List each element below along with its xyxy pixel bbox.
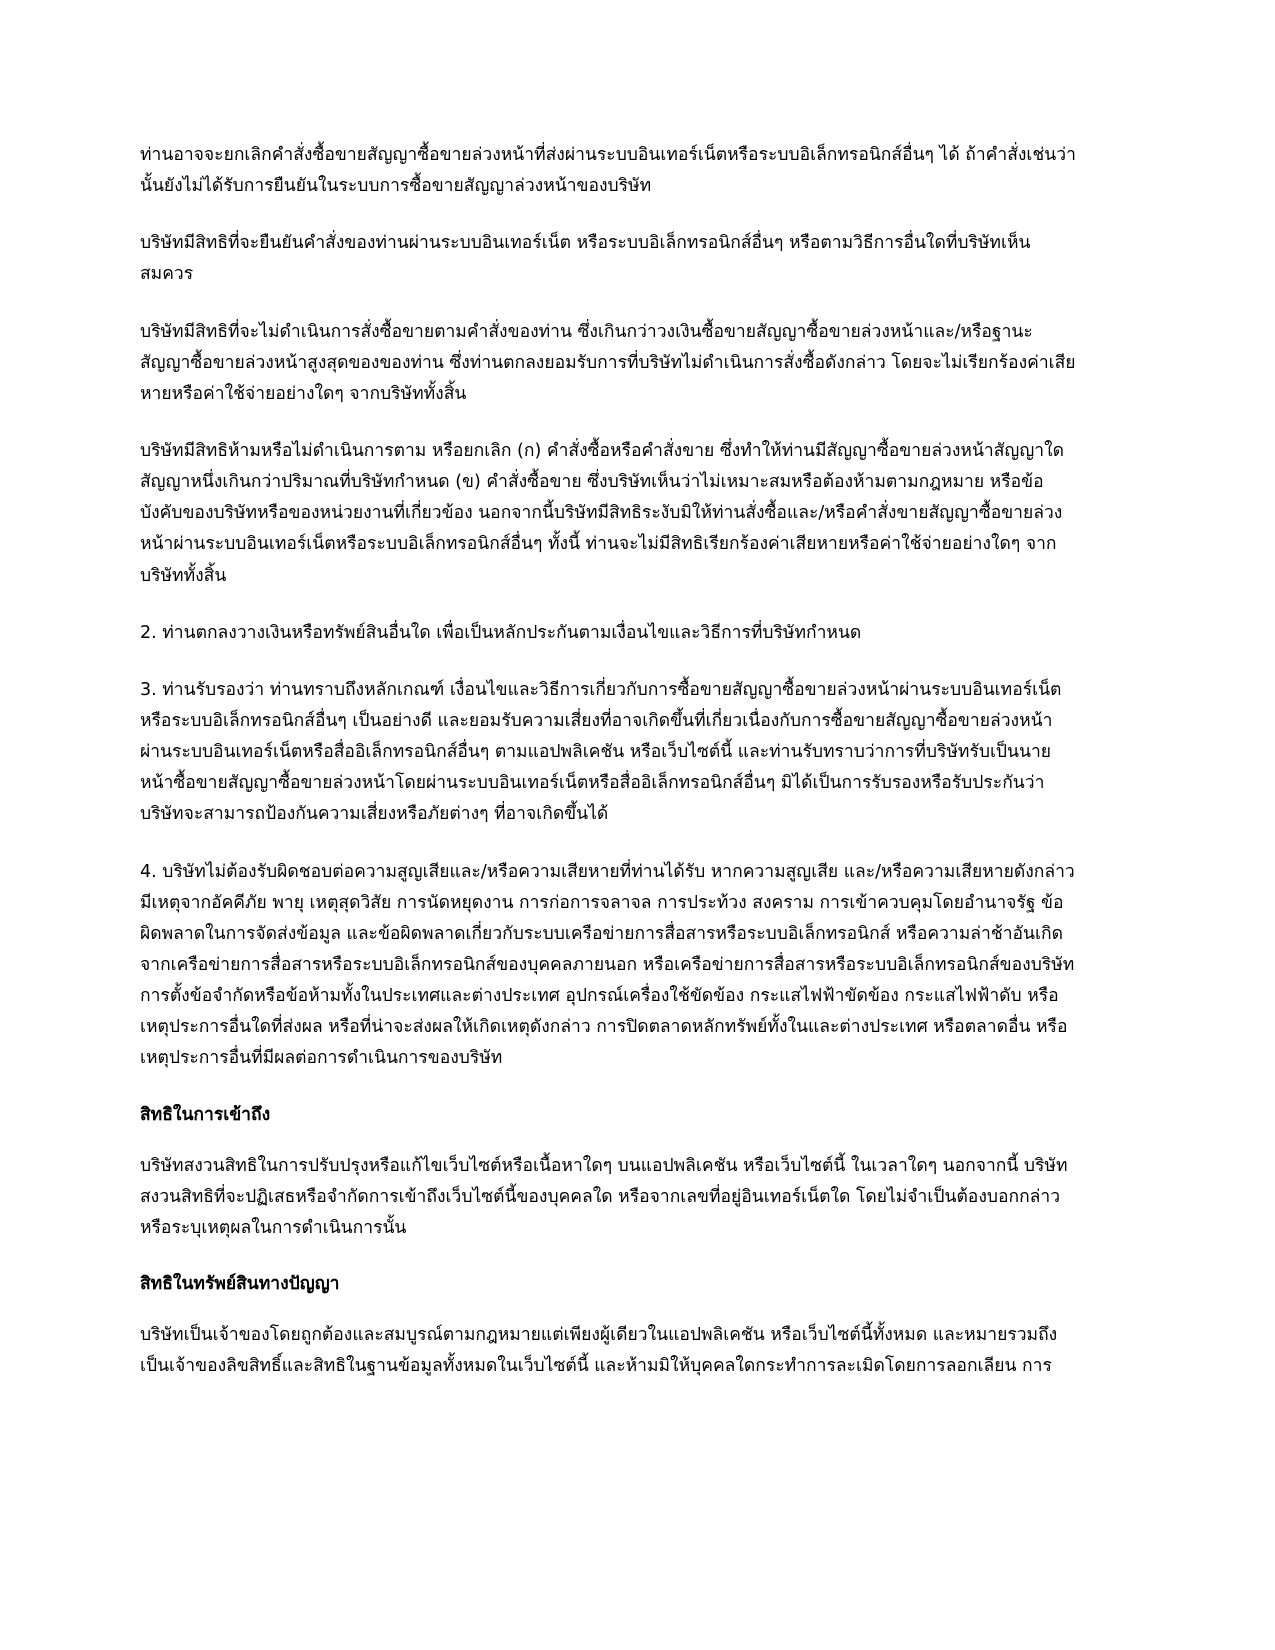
paragraph-item-2-collateral: 2. ท่านตกลงวางเงินหรือทรัพย์สินอื่นใด เพื่อเป็นหลักประกันตามเงื่อนไขและวิธีการที่บริษัทกำหนด xyxy=(140,622,862,643)
paragraph-prohibit-cancel: บริษัทมีสิทธิห้ามหรือไม่ดำเนินการตาม หรือยกเลิก (ก) คำสั่งซื้อหรือคำสั่งขาย ซึ่งทำให้ท่านมีสัญญาซื้อขายล่วงหน้าสัญญาใดสัญญาหนึ่งเกินกว่าปริมาณที่บริษัทกำหนด (ข) คำสั่งซื้อขาย ซึ่งบริษัทเห็นว่าไม่เหมาะสมหรือต้องห้ามตามกฎหมาย หรือข้อบังคับของบริษัทหรือของหน่วยงานที่เกี่ยวข้อง นอกจากนี้บริษัทมีสิทธิระงับมิให้ท่านสั่งซื้อและ/หรือคำสั่งขายสัญญาซื้อขายล่วงหน้าผ่านระบบอินเทอร์เน็ตหรือระบบอิเล็กทรอนิกส์อื่นๆ ทั้งนี้ ท่านจะไม่มีสิทธิเรียกร้องค่าเสียหายหรือค่าใช้จ่ายอย่างใดๆ จากบริษัททั้งสิ้น xyxy=(140,440,1064,586)
heading-right-of-access: สิทธิในการเข้าถึง xyxy=(140,1104,271,1125)
paragraph-confirm-order: บริษัทมีสิทธิที่จะยืนยันคำสั่งของท่านผ่านระบบอินเทอร์เน็ต หรือระบบอิเล็กทรอนิกส์อื่นๆ หรือตามวิธีการอื่นใดที่บริษัทเห็นสมควร xyxy=(140,233,1031,285)
paragraph-item-3-acknowledgement: 3. ท่านรับรองว่า ท่านทราบถึงหลักเกณฑ์ เงื่อนไขและวิธีการเกี่ยวกับการซื้อขายสัญญาซื้อขายล่วงหน้าผ่านระบบอินเทอร์เน็ตหรือระบบอิเล็กทรอนิกส์อื่นๆ เป็นอย่างดี และยอมรับความเสี่ยงที่อาจเกิดขึ้นที่เกี่ยวเนื่องกับการซื้อขายสัญญาซื้อขายล่วงหน้าผ่านระบบอินเทอร์เน็ตหรือสื่ออิเล็กทรอนิกส์อื่นๆ ตามแอปพลิเคชัน หรือเว็บไซต์นี้ และท่านรับทราบว่าการที่บริษัทรับเป็นนายหน้าซื้อขายสัญญาซื้อขายล่วงหน้าโดยผ่านระบบอินเทอร์เน็ตหรือสื่ออิเล็กทรอนิกส์อื่นๆ มิได้เป็นการรับรองหรือรับประกันว่า บริษัทจะสามารถป้องกันความเสี่ยงหรือภัยต่างๆ ที่อาจเกิดขึ้นได้ xyxy=(140,679,1062,825)
paragraph-intellectual-property-body: บริษัทเป็นเจ้าของโดยถูกต้องและสมบูรณ์ตามกฎหมายแต่เพียงผู้เดียวในแอปพลิเคชัน หรือเว็บไซต์นี้ทั้งหมด และหมายรวมถึงเป็นเจ้าของลิขสิทธิ์และสิทธิในฐานข้อมูลทั้งหมดในเว็บไซต์นี้ และห้ามมิให้บุคคลใดกระทำการละเมิดโดยการลอกเลียน การ xyxy=(140,1324,1058,1377)
document-body xyxy=(140,140,1080,1382)
paragraph-cancel-order: ท่านอาจจะยกเลิกคำสั่งซื้อขายสัญญาซื้อขายล่วงหน้าที่ส่งผ่านระบบอินเทอร์เน็ตหรือระบบอิเล็กทรอนิกส์อื่นๆ ได้ ถ้าคำสั่งเช่นว่านั้นยังไม่ได้รับการยืนยันในระบบการซื้อขายสัญญาล่วงหน้าของบริษัท xyxy=(140,145,1076,197)
paragraph-refuse-order: บริษัทมีสิทธิที่จะไม่ดำเนินการสั่งซื้อขายตามคำสั่งของท่าน ซึ่งเกินกว่าวงเงินซื้อขายสัญญาซื้อขายล่วงหน้าและ/หรือฐานะสัญญาซื้อขายล่วงหน้าสูงสุดของของท่าน ซึ่งท่านตกลงยอมรับการที่บริษัทไม่ดำเนินการสั่งซื้อดังกล่าว โดยจะไม่เรียกร้องค่าเสียหายหรือค่าใช้จ่ายอย่างใดๆ จากบริษัททั้งสิ้น xyxy=(140,321,1076,404)
paragraph-item-4-liability: 4. บริษัทไม่ต้องรับผิดชอบต่อความสูญเสียและ/หรือความเสียหายที่ท่านได้รับ หากความสูญเสีย และ/หรือความเสียหายดังกล่าวมีเหตุจากอัคคีภัย พายุ เหตุสุดวิสัย การนัดหยุดงาน การก่อการจลาจล การประท้วง สงคราม การเข้าควบคุมโดยอำนาจรัฐ ข้อผิดพลาดในการจัดส่งข้อมูล และข้อผิดพลาดเกี่ยวกับระบบเครือข่ายการสื่อสารหรือระบบอิเล็กทรอนิกส์ หรือความล่าช้าอันเกิดจากเครือข่ายการสื่อสารหรือระบบอิเล็กทรอนิกส์ของบุคคลภายนอก หรือเครือข่ายการสื่อสารหรือระบบอิเล็กทรอนิกส์ของบริษัท การตั้งข้อจำกัดหรือข้อห้ามทั้งในประเทศและต่างประเทศ อุปกรณ์เครื่องใช้ขัดข้อง กระแสไฟฟ้าขัดข้อง กระแสไฟฟ้าดับ หรือเหตุประการอื่นใดที่ส่งผล หรือที่น่าจะส่งผลให้เกิดเหตุดังกล่าว การปิดตลาดหลักทรัพย์ทั้งในและต่างประเทศ หรือตลาดอื่น หรือเหตุประการอื่นที่มีผลต่อการดำเนินการของบริษัท xyxy=(140,861,1075,1069)
paragraph-right-of-access-body: บริษัทสงวนสิทธิในการปรับปรุงหรือแก้ไขเว็บไซต์หรือเนื้อหาใดๆ บนแอปพลิเคชัน หรือเว็บไซต์นี้ ในเวลาใดๆ นอกจากนี้ บริษัทสงวนสิทธิที่จะปฏิเสธหรือจำกัดการเข้าถึงเว็บไซต์นี้ของบุคคลใด หรือจากเลขที่อยู่อินเทอร์เน็ตใด โดยไม่จำเป็นต้องบอกกล่าวหรือระบุเหตุผลในการดำเนินการนั้น xyxy=(140,1155,1068,1238)
heading-intellectual-property: สิทธิในทรัพย์สินทางปัญญา xyxy=(140,1273,340,1294)
